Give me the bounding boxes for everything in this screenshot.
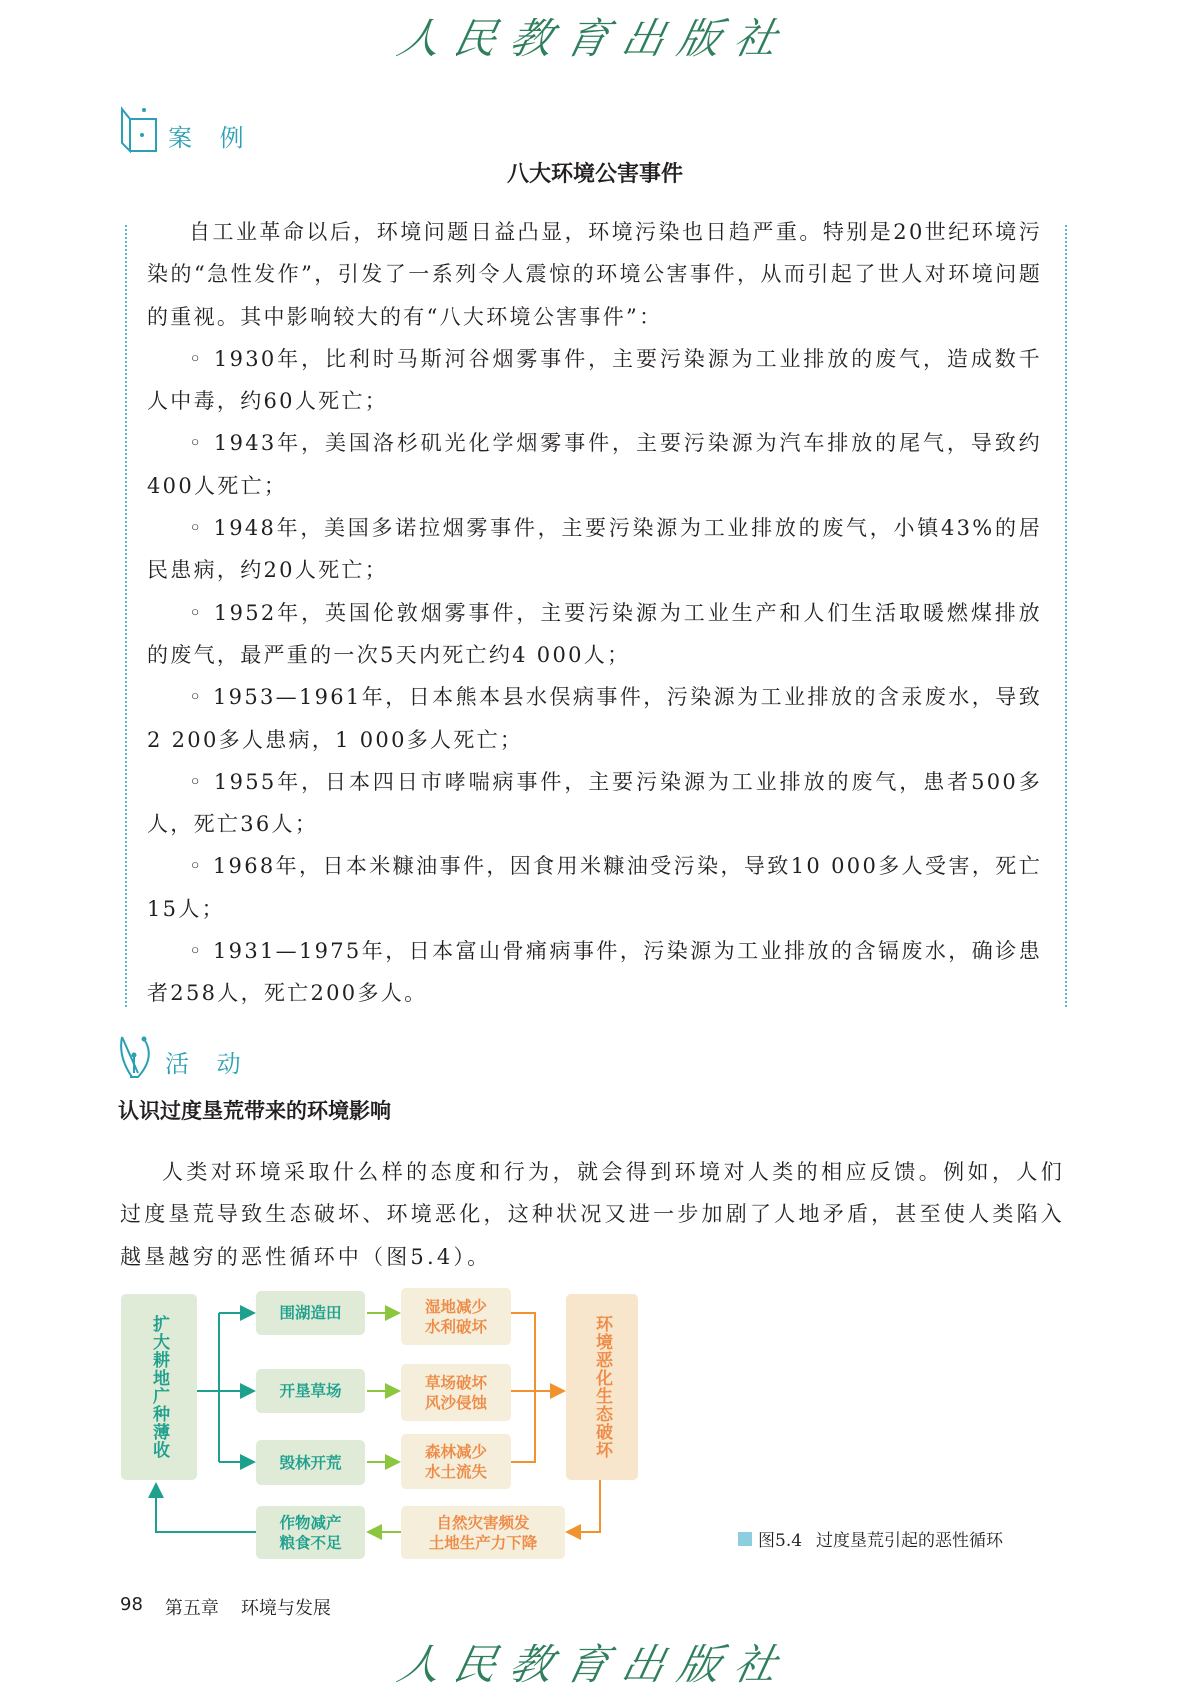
chapter-number: 第五章	[164, 1598, 219, 1619]
chapter-title: 环境与发展	[240, 1598, 331, 1619]
event-item: ◦ 1953—1961年，日本熊本县水俣病事件，污染源为工业排放的含汞废水，导致2 200多人患病，1 000多人死亡；	[147, 685, 1042, 752]
activity-subtitle: 认识过度垦荒带来的环境影响	[118, 1098, 391, 1123]
start-col1: 扩大耕地	[149, 1315, 169, 1387]
expand-farmland-box	[121, 1294, 197, 1480]
page-footer	[120, 1594, 331, 1620]
action-box: 开垦草场	[256, 1369, 365, 1413]
effect-box: 森林减少 水土流失	[401, 1434, 511, 1489]
case-intro: 自工业革命以后，环境问题日益凸显，环境污染也日趋严重。特别是20世纪环境污染的“急性发作”，引发了一系列令人震惊的环境公害事件，从而引起了世人对环境问题的重视。其中影响较大的有“八大环境公害事件”：	[147, 220, 1042, 329]
environment-deterioration-box	[566, 1294, 638, 1480]
publisher-watermark-top: 人民教育出版社	[393, 14, 796, 63]
event-item: ◦ 1955年，日本四日市哮喘病事件，主要污染源为工业排放的废气，患者500多人，死亡36人；	[147, 769, 1042, 837]
disaster-box: 自然灾害频发 土地生产力下降	[401, 1506, 565, 1559]
action-box: 毁林开荒	[256, 1440, 365, 1485]
publisher-watermark-bottom: 人民教育出版社	[393, 1640, 796, 1689]
result-col1: 环境恶化	[592, 1315, 612, 1387]
event-item: ◦ 1948年，美国多诺拉烟雾事件，主要污染源为工业排放的废气，小镇43%的居民患病，约20人死亡；	[147, 516, 1043, 583]
caption-figure: 图5.4	[758, 1531, 803, 1551]
event-item: ◦ 1952年，英国伦敦烟雾事件，主要污染源为工业生产和人们生活取暖燃煤排放的废气，最严重的一次5天内死亡约4 000人；	[147, 600, 1042, 667]
caption-marker-icon	[738, 1532, 752, 1546]
food-shortage-box: 作物减产 粮食不足	[256, 1506, 365, 1559]
event-item: ◦ 1931—1975年，日本富山骨痛病事件，污染源为工业排放的含镉废水，确诊患者258人，死亡200多人。	[147, 939, 1042, 1006]
effect-box: 草场破坏 风沙侵蚀	[401, 1364, 511, 1421]
figure-caption	[738, 1526, 1003, 1551]
effect-box: 湿地减少 水利破坏	[401, 1288, 511, 1345]
event-item: ◦ 1930年，比利时马斯河谷烟雾事件，主要污染源为工业排放的废气，造成数千人中毒，约60人死亡；	[147, 346, 1042, 414]
activity-label: 活 动	[165, 1050, 251, 1078]
event-item: ◦ 1968年，日本米糠油事件，因食用米糠油受污染，导致10 000多人受害，死亡15人；	[147, 854, 1042, 921]
event-item: ◦ 1943年，美国洛杉矶光化学烟雾事件，主要污染源为汽车排放的尾气，导致约400人死亡；	[147, 431, 1042, 498]
case-title: 八大环境公害事件	[506, 161, 683, 187]
caption-text: 过度垦荒引起的恶性循环	[816, 1531, 1004, 1551]
activity-paragraph: 人类对环境采取什么样的态度和行为，就会得到环境对人类的相应反馈。例如，人们过度垦荒导致生态破坏、环境恶化，这种状况又进一步加剧了人地矛盾，甚至使人类陷入越垦越穷的恶性循环中（图5.4）。	[120, 1160, 1065, 1269]
page-number: 98	[120, 1594, 143, 1615]
start-col2: 广种薄收	[149, 1387, 169, 1459]
action-box: 围湖造田	[256, 1291, 365, 1335]
case-label: 案 例	[168, 124, 254, 152]
result-col2: 生态破坏	[592, 1387, 612, 1459]
